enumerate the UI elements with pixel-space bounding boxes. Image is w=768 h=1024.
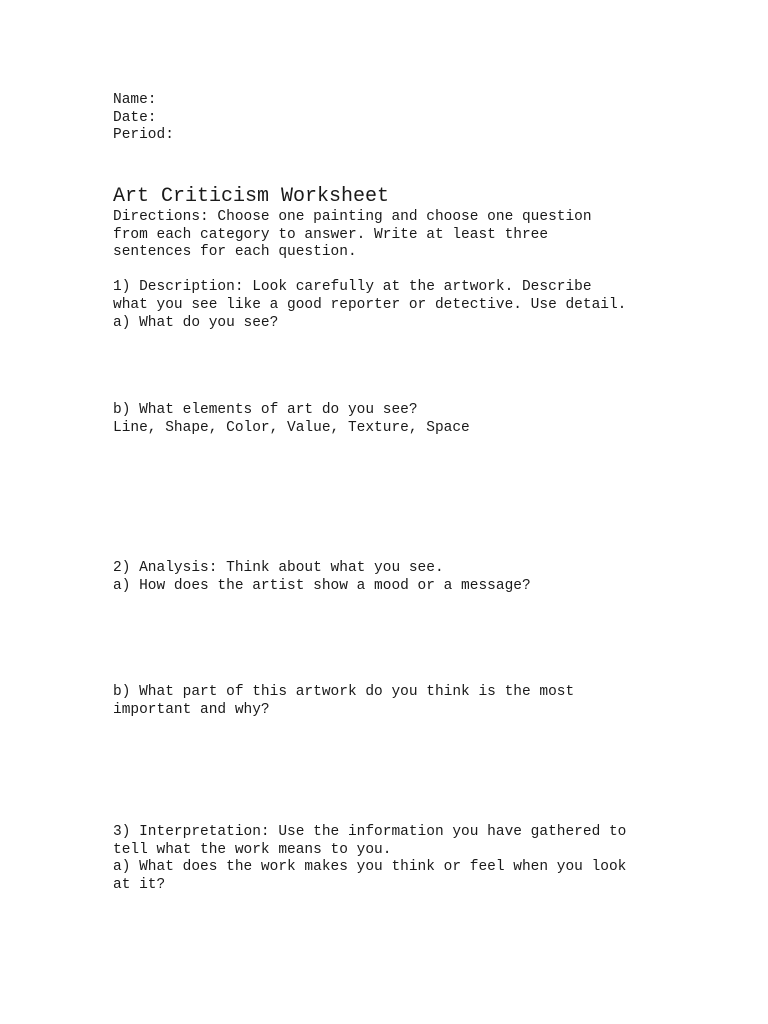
worksheet-title: Art Criticism Worksheet bbox=[113, 185, 390, 208]
elements-of-art-list: Line, Shape, Color, Value, Texture, Space bbox=[113, 420, 470, 436]
analysis-question-b-line-2: important and why? bbox=[113, 702, 270, 718]
directions-line-2: from each category to answer. Write at least three bbox=[113, 227, 549, 243]
analysis-question-a: a) How does the artist show a mood or a message? bbox=[113, 578, 531, 594]
analysis-heading: 2) Analysis: Think about what you see. bbox=[113, 560, 444, 576]
directions-line-1: Directions: Choose one painting and choose one question bbox=[113, 209, 592, 225]
description-heading-line-1: 1) Description: Look carefully at the artwork. Describe bbox=[113, 279, 592, 295]
interpretation-heading-line-2: tell what the work means to you. bbox=[113, 842, 392, 858]
interpretation-question-a-line-2: at it? bbox=[113, 877, 166, 893]
period-label: Period: bbox=[113, 127, 174, 143]
interpretation-heading-line-1: 3) Interpretation: Use the information you have gathered to bbox=[113, 824, 627, 840]
interpretation-question-a-line-1: a) What does the work makes you think or feel when you look bbox=[113, 859, 627, 875]
date-label: Date: bbox=[113, 110, 157, 126]
description-heading-line-2: what you see like a good reporter or detective. Use detail. bbox=[113, 297, 627, 313]
name-label: Name: bbox=[113, 92, 157, 108]
description-question-b: b) What elements of art do you see? bbox=[113, 402, 418, 418]
description-question-a: a) What do you see? bbox=[113, 315, 279, 331]
directions-line-3: sentences for each question. bbox=[113, 244, 357, 260]
analysis-question-b-line-1: b) What part of this artwork do you think is the most bbox=[113, 684, 575, 700]
